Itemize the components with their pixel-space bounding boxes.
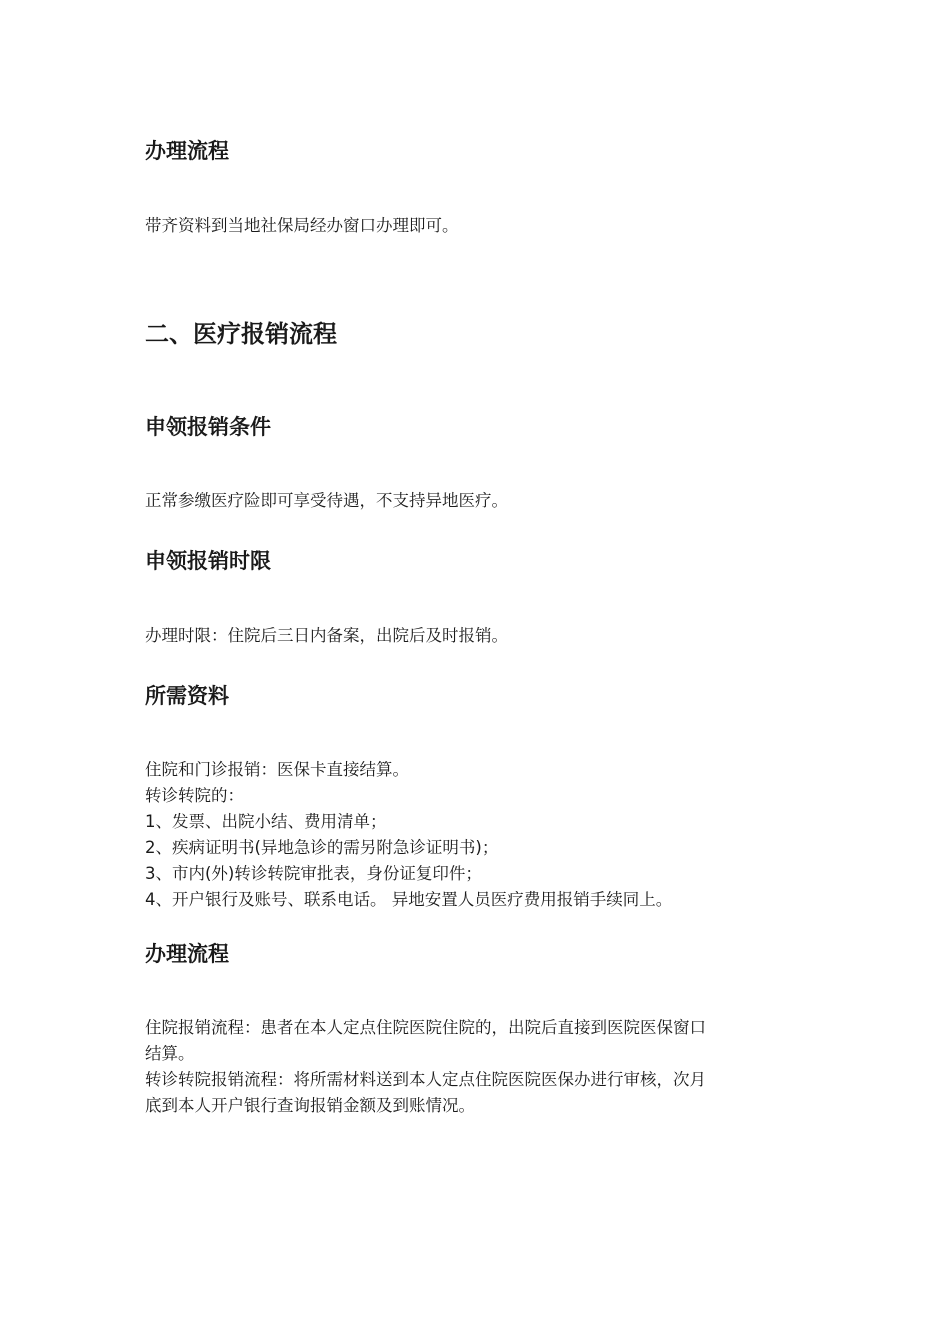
- section-heading-materials: 所需资料: [145, 684, 229, 708]
- section-heading-process: 办理流程: [145, 139, 229, 163]
- section-title-medical-reimbursement: 二、医疗报销流程: [145, 320, 337, 348]
- section-heading-conditions: 申领报销条件: [145, 415, 271, 439]
- process-paragraph: 带齐资料到当地社保局经办窗口办理即可。: [145, 216, 459, 235]
- reimbursement-process-text: [145, 1015, 706, 1119]
- materials-list: [145, 757, 672, 913]
- time-limit-paragraph: 办理时限：住院后三日内备案，出院后及时报销。: [145, 626, 508, 645]
- process-line: 住院报销流程：患者在本人定点住院医院住院的，出院后直接到医院医保窗口: [145, 1018, 706, 1037]
- conditions-paragraph: 正常参缴医疗险即可享受待遇，不支持异地医疗。: [145, 491, 508, 510]
- materials-line: 住院和门诊报销：医保卡直接结算。: [145, 760, 409, 779]
- process-line: 转诊转院报销流程：将所需材料送到本人定点住院医院医保办进行审核，次月: [145, 1070, 706, 1089]
- materials-line: 2、疾病证明书(异地急诊的需另附急诊证明书)；: [145, 838, 499, 857]
- process-line: 结算。: [145, 1044, 195, 1063]
- materials-line: 转诊转院的：: [145, 786, 244, 805]
- materials-line: 4、开户银行及账号、联系电话。 异地安置人员医疗费用报销手续同上。: [145, 890, 673, 909]
- process-line: 底到本人开户银行查询报销金额及到账情况。: [145, 1096, 475, 1115]
- materials-line: 3、市内(外)转诊转院审批表，身份证复印件；: [145, 864, 482, 883]
- materials-line: 1、发票、出院小结、费用清单；: [145, 812, 387, 831]
- section-heading-reimbursement-process: 办理流程: [145, 942, 229, 966]
- section-heading-time-limit: 申领报销时限: [145, 549, 271, 573]
